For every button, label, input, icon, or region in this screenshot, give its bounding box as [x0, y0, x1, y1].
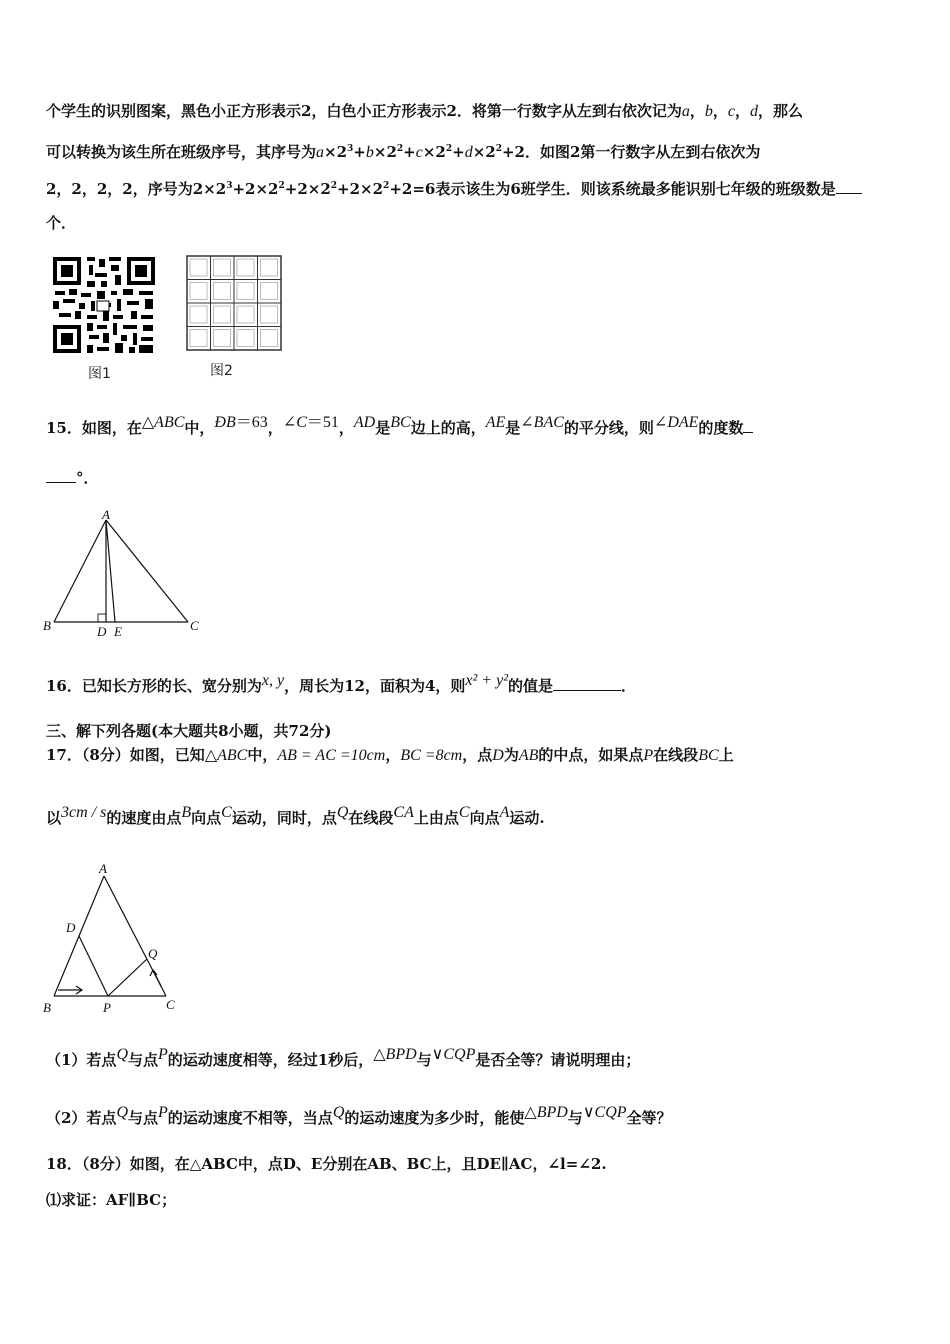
label-p: P: [103, 1000, 111, 1015]
label-b: B: [43, 1000, 51, 1015]
figure-1-caption: 图1: [88, 366, 111, 382]
label-a: A: [102, 508, 110, 522]
label-e: E: [114, 624, 122, 639]
label-a: A: [99, 861, 107, 876]
right-angle-mark: [98, 614, 106, 622]
q17-part-2: （2）若点Q与点P的运动速度不相等，当点Q的运动速度为多少时，能使△BPD与∨CQP全等？: [46, 1104, 672, 1127]
label-d: D: [97, 624, 107, 639]
label-q: Q: [148, 946, 158, 961]
label-c: C: [190, 618, 199, 633]
q14-line-4: 个．: [46, 214, 77, 232]
qr-finder-top-right: [127, 257, 155, 285]
q14-line-1: 个学生的识别图案，黑色小正方形表示2，白色小正方形表示2．将第一行数字从左到右依次记为a，b，c，d，那么: [46, 102, 804, 120]
label-b: B: [43, 618, 51, 633]
figure-2-caption: 图2: [210, 363, 233, 379]
q14-line-3: 2，2，2，2，序号为$2\times 2^3+2\times 2^2+2\times 2^2+2\times 2^2+2=6$表示该生为6班学生．则该系统最多能识别七年级的班级数是: [46, 176, 862, 199]
q17-line-2: 以3cm / s的速度由点B向点C运动，同时，点Q在线段CA上由点C向点A运动.: [46, 804, 545, 827]
q18-part-1: ⑴求证：AF∥BC；: [46, 1191, 177, 1209]
qr-finder-bottom-left: [53, 325, 81, 353]
q14-line-2: 可以转换为该生所在班级序号，其序号为$a\times 2^3+b\times 2^2+c\times 2^2+d\times 2^2+2$．如图2第一行数字从左到右依次为: [46, 143, 761, 161]
section-3-title: 三、解下列各题(本大题共8小题，共72分): [46, 722, 332, 740]
side-ab: [54, 520, 106, 622]
segment-pq: [108, 959, 147, 996]
segment-dp: [79, 936, 108, 996]
side-ac: [106, 520, 188, 622]
answer-blank: [836, 179, 862, 194]
q17-part-1: （1）若点Q与点P的运动速度相等，经过1秒后，△BPD与∨CQP是否全等？请说明理由；: [46, 1046, 641, 1069]
grid-figure: [186, 255, 283, 352]
label-d: D: [66, 920, 76, 935]
qr-finder-top-left: [53, 257, 81, 285]
bisector-ae: [106, 520, 115, 622]
q15-triangle-figure: [42, 508, 207, 640]
label-c: C: [166, 997, 175, 1012]
q15-line-1: 15．如图，在△ABC中，ÐB＝63，∠C＝51，AD是BC边上的高，AE是∠BAC的平分线，则∠DAE的度数: [46, 418, 753, 439]
answer-blank: [46, 468, 76, 483]
q17-line-1: 17．（8分）如图，已知△ABC中，AB = AC =10cm，BC =8cm，点D为AB的中点，如果点P在线段BC上: [46, 746, 734, 764]
answer-blank: [743, 418, 753, 433]
q18-line: 18．（8分）如图，在△ABC中，点D、E分别在AB、BC上，且DE∥AC，∠l=∠2.: [46, 1155, 607, 1173]
qr-code-figure: [51, 255, 157, 355]
q17-triangle-figure: [40, 858, 185, 1018]
q15-line-2: °．: [46, 468, 99, 488]
answer-blank: [553, 676, 621, 691]
q16-line: 16．已知长方形的长、宽分别为x, y，周长为12，面积为4，则x² + y²的值是 ．: [46, 672, 637, 695]
